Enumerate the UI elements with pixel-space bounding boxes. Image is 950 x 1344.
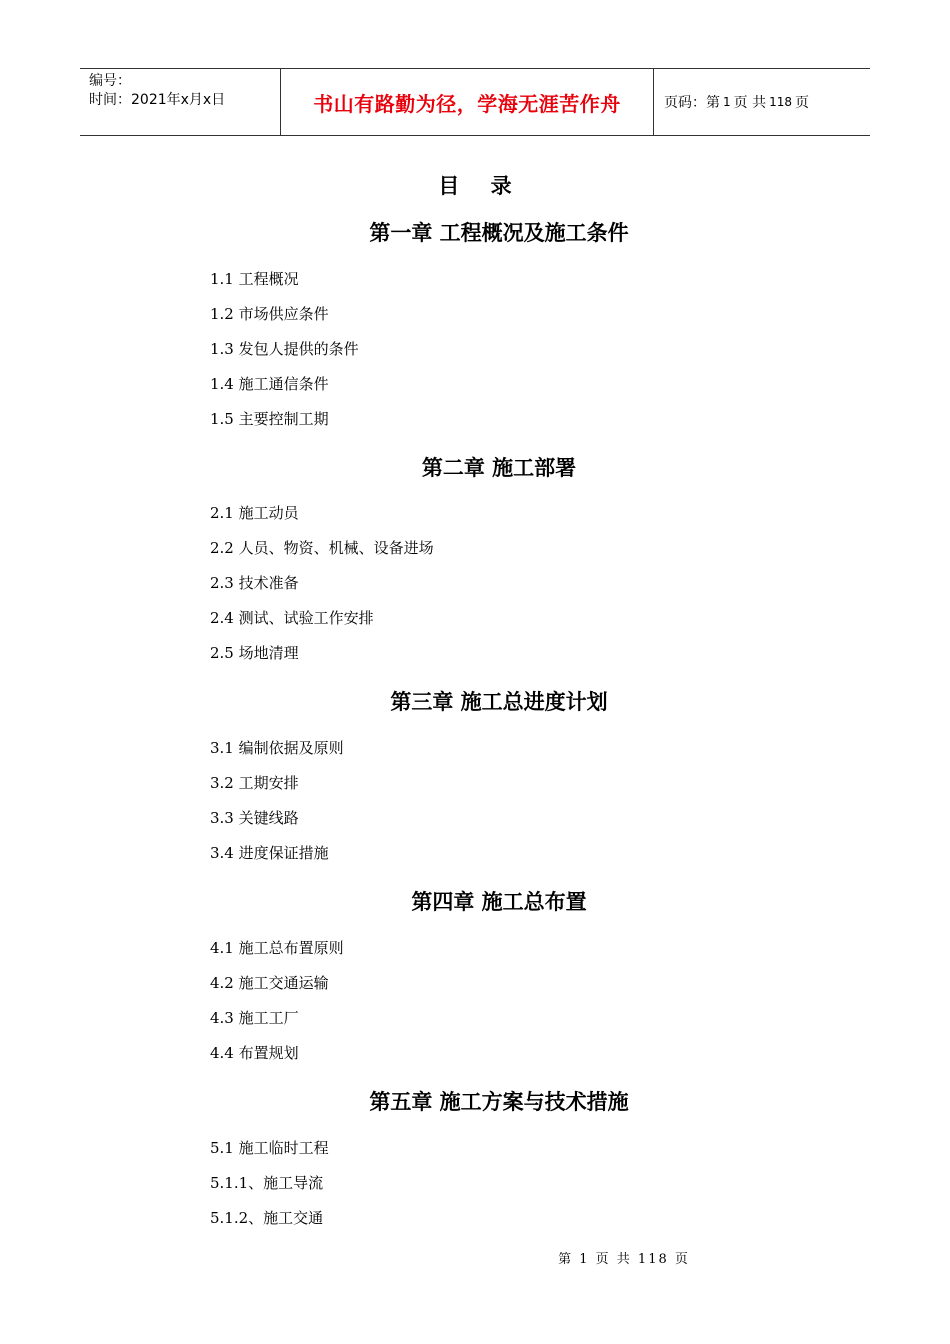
chapter-5-title[interactable]: 第五章 施工方案与技术措施 [369,1090,629,1114]
chapter-2-title[interactable]: 第二章 施工部署 [421,456,577,480]
toc-title: 目 录 [438,174,524,198]
page-mid: 页 共 [733,95,767,111]
toc-item[interactable]: 4.3 施工工厂 [210,1009,299,1027]
serial-label: 编号： [89,73,131,89]
toc-item[interactable]: 2.5 场地清理 [210,644,299,662]
page-header [80,68,870,136]
time-label: 时间：2021年x月x日 [89,92,226,108]
toc-item[interactable]: 2.3 技术准备 [210,574,299,592]
toc-item[interactable]: 3.2 工期安排 [210,774,299,792]
page-suffix: 页 [795,95,809,111]
header-page-info [654,69,870,135]
toc-item[interactable]: 5.1.2、施工交通 [210,1209,324,1227]
toc-item[interactable]: 4.1 施工总布置原则 [210,939,344,957]
page-prefix: 页码：第 [664,95,720,111]
toc-item[interactable]: 1.4 施工通信条件 [210,375,329,393]
chapter-3-title[interactable]: 第三章 施工总进度计划 [390,690,608,714]
toc-item[interactable]: 2.1 施工动员 [210,504,299,522]
chapter-4-title[interactable]: 第四章 施工总布置 [411,890,587,914]
toc-item[interactable]: 3.4 进度保证措施 [210,844,329,862]
toc-item[interactable]: 5.1 施工临时工程 [210,1139,329,1157]
page-current: 1 [723,95,731,109]
header-motto-cell [281,69,654,135]
toc-item[interactable]: 1.3 发包人提供的条件 [210,340,359,358]
page-footer: 第 1 页 共 118 页 [558,1252,690,1267]
chapter-1-title[interactable]: 第一章 工程概况及施工条件 [369,221,629,245]
toc-item[interactable]: 2.4 测试、试验工作安排 [210,609,374,627]
toc-item[interactable]: 5.1.1、施工导流 [210,1174,324,1192]
toc-item[interactable]: 4.4 布置规划 [210,1044,299,1062]
toc-item[interactable]: 2.2 人员、物资、机械、设备进场 [210,539,434,557]
motto: 书山有路勤为径，学海无涯苦作舟 [313,91,621,116]
toc-item[interactable]: 1.5 主要控制工期 [210,410,329,428]
toc-item[interactable]: 3.3 关键线路 [210,809,299,827]
header-meta [80,69,281,135]
toc-item[interactable]: 4.2 施工交通运输 [210,974,329,992]
page-total: 118 [769,95,792,109]
toc-item[interactable]: 1.1 工程概况 [210,270,299,288]
toc-item[interactable]: 1.2 市场供应条件 [210,305,329,323]
toc-item[interactable]: 3.1 编制依据及原则 [210,739,344,757]
